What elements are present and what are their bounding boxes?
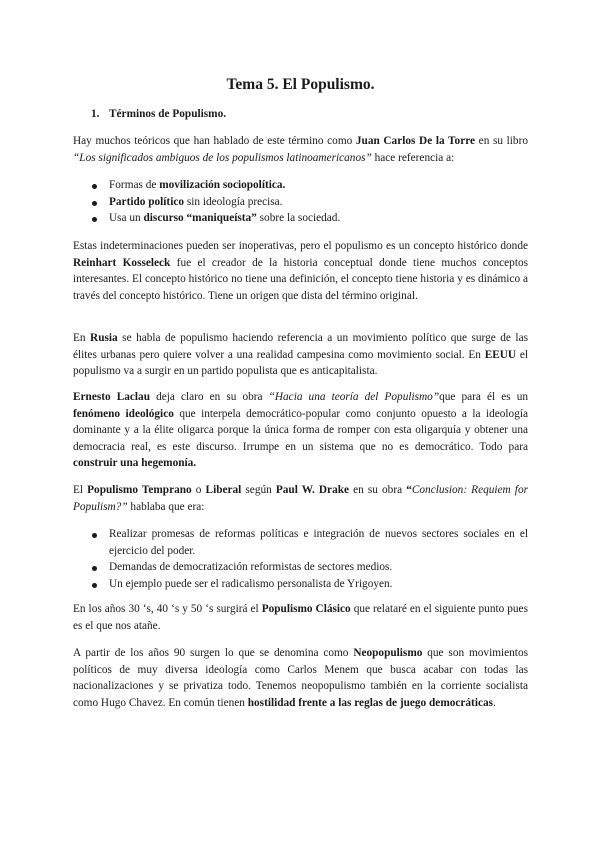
list-item xyxy=(73,526,528,559)
text: hablaba que era: xyxy=(127,500,205,513)
bullet-icon xyxy=(92,184,97,189)
text: hace referencia a: xyxy=(371,151,455,164)
bold-text: discurso “maniqueísta” xyxy=(143,212,257,224)
text: Hay muchos teóricos que han hablado de este término como xyxy=(73,135,356,147)
text: se habla de populismo haciendo referencia a un movimiento político que surge de las élites urbanas pero quiere volver a una realidad campesina como movimiento social. En xyxy=(73,332,528,361)
text: que son movimientos políticos de muy diversa ideología como Carlos Menem que busca acabar con todas las nacionalizaciones y se privatiza todo. Tenemos neopopulismo también en la corriente socialista como Hugo Chavez. En común tienen xyxy=(73,647,528,709)
list-item xyxy=(73,194,528,211)
bold-text: Partido político xyxy=(109,195,184,208)
bullet-icon xyxy=(92,217,97,222)
bullet-icon xyxy=(92,566,97,571)
bold-text: Populismo Clásico xyxy=(261,603,351,615)
bullet-list-drake xyxy=(73,526,528,592)
text: Formas de xyxy=(109,179,160,191)
author-name: Ernesto Laclau xyxy=(73,391,150,403)
paragraph-rusia xyxy=(73,330,528,380)
text: sin ideología precisa. xyxy=(184,195,283,208)
paragraph-drake xyxy=(73,482,528,515)
text: El xyxy=(73,484,88,496)
text: o xyxy=(191,484,206,496)
bold-text: Liberal xyxy=(205,484,242,496)
book-title: Conclusion: Requiem for Populism?” xyxy=(73,484,528,513)
bold-text: Rusia xyxy=(90,332,118,344)
list-item xyxy=(73,210,528,227)
bullet-icon xyxy=(92,533,97,538)
author-name: Paul W. Drake xyxy=(275,484,350,496)
text: Estas indeterminaciones pueden ser inoperativas, pero el populismo es un concepto histórico donde xyxy=(73,240,528,252)
text: . xyxy=(493,696,496,709)
bold-text: Neopopulismo xyxy=(353,647,423,659)
text: Demandas de democratización reformistas de sectores medios. xyxy=(109,561,393,573)
text: que para él es un xyxy=(439,391,528,403)
text: que interpela democrático-popular como conjunto opuesto a la ideología dominante y a la élite oligarca porque la única forma de romper con esta oligarquía y obtener una democracia real, es este discurso. Irrumpe en un sistema que no es democrático. Todo para xyxy=(73,407,528,453)
text: en su obra xyxy=(349,484,407,496)
book-title: “Hacia una teoría del Populismo” xyxy=(268,391,440,403)
text: que relataré en el siguiente punto pues es el que nos atañe. xyxy=(73,603,528,632)
text: Realizar promesas de reformas políticas e integración de nuevos sectores sociales en el ejercicio del poder. xyxy=(109,528,528,557)
bold-text: construir una hegemonía. xyxy=(73,457,197,469)
section-heading xyxy=(91,106,226,123)
bold-text: hostilidad frente a las reglas de juego democráticas xyxy=(247,696,494,709)
text: deja claro en su obra xyxy=(150,391,269,403)
paragraph-clasico xyxy=(73,601,528,634)
bullet-list-features xyxy=(73,177,528,227)
text: fue el creador de la historia conceptual donde tiene muchos conceptos interesantes. El concepto histórico no tiene una definición, el concepto tiene historia y es dinámico a través del concepto histórico. Tiene un origen que dista del término original. xyxy=(73,256,528,302)
bold-text: “ xyxy=(406,484,412,496)
author-name: Reinhart Kosseleck xyxy=(73,256,171,269)
page-title: Tema 5. El Populismo. xyxy=(226,76,375,93)
text: en su libro xyxy=(475,135,528,147)
text: según xyxy=(241,484,276,496)
text: Un ejemplo puede ser el radicalismo personalista de Yrigoyen. xyxy=(109,577,393,590)
text: sobre la sociedad. xyxy=(256,212,341,224)
book-title: “Los significados ambiguos de los populismos latinoamericanos” xyxy=(73,151,372,164)
bold-text: EEUU xyxy=(484,348,517,361)
text: el populismo va a surgir en un partido populista que es anticapitalista. xyxy=(73,348,528,377)
section-number: 1. xyxy=(91,108,100,120)
text: En xyxy=(73,332,91,344)
bold-text: Populismo Temprano xyxy=(87,484,192,496)
list-item xyxy=(73,576,528,593)
paragraph-laclau xyxy=(73,389,528,472)
author-name: Juan Carlos De la Torre xyxy=(355,135,476,147)
text: En los años 30 ‘s, 40 ‘s y 50 ‘s surgirá el xyxy=(73,603,262,615)
text: Usa un xyxy=(109,212,144,224)
bullet-icon xyxy=(92,201,97,206)
section-label: Términos de Populismo. xyxy=(109,108,227,120)
text: A partir de los años 90 surgen lo que se denomina como xyxy=(73,647,354,659)
bullet-icon xyxy=(92,583,97,588)
list-item xyxy=(73,177,528,194)
paragraph-neopopulismo xyxy=(73,645,528,711)
bold-text: fenómeno ideológico xyxy=(73,407,174,420)
paragraph-intro xyxy=(73,133,528,166)
paragraph-kosseleck xyxy=(73,238,528,304)
bold-text: movilización sociopolítica. xyxy=(159,179,286,191)
list-item xyxy=(73,559,528,576)
